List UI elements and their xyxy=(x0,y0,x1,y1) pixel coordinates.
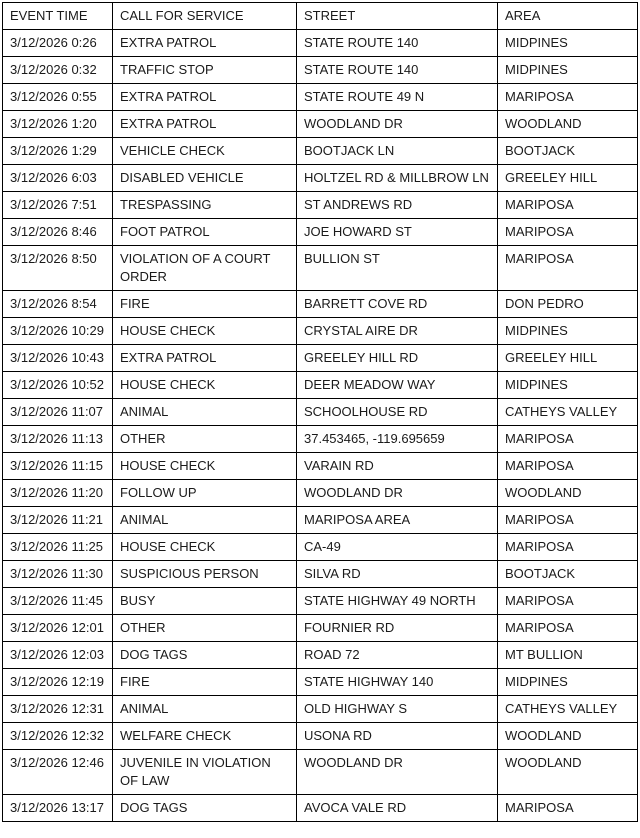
table-row xyxy=(3,192,638,219)
cell-area: MARIPOSA xyxy=(498,453,638,480)
cell-street: SCHOOLHOUSE RD xyxy=(297,399,498,426)
cell-event-time: 3/12/2026 10:29 xyxy=(3,318,113,345)
cell-call-for-service: VIOLATION OF A COURT ORDER xyxy=(113,246,297,291)
cell-area: MARIPOSA xyxy=(498,219,638,246)
cell-street: VARAIN RD xyxy=(297,453,498,480)
table-row xyxy=(3,561,638,588)
cell-street: BULLION ST xyxy=(297,246,498,291)
table-row xyxy=(3,219,638,246)
table-row xyxy=(3,345,638,372)
cell-area: WOODLAND xyxy=(498,111,638,138)
cell-event-time: 3/12/2026 12:01 xyxy=(3,615,113,642)
cell-call-for-service: FIRE xyxy=(113,291,297,318)
cell-area: GREELEY HILL xyxy=(498,165,638,192)
cell-area: MARIPOSA xyxy=(498,615,638,642)
cell-area: MARIPOSA xyxy=(498,246,638,291)
cell-call-for-service: SUSPICIOUS PERSON xyxy=(113,561,297,588)
table-row xyxy=(3,723,638,750)
table-row xyxy=(3,111,638,138)
cell-street: GREELEY HILL RD xyxy=(297,345,498,372)
cell-call-for-service: FOOT PATROL xyxy=(113,219,297,246)
cell-call-for-service: FIRE xyxy=(113,669,297,696)
cell-area: MARIPOSA xyxy=(498,84,638,111)
cell-event-time: 3/12/2026 13:17 xyxy=(3,795,113,822)
cell-event-time: 3/12/2026 12:32 xyxy=(3,723,113,750)
table-row xyxy=(3,372,638,399)
cell-call-for-service: FOLLOW UP xyxy=(113,480,297,507)
cell-street: BARRETT COVE RD xyxy=(297,291,498,318)
table-row xyxy=(3,507,638,534)
cell-event-time: 3/12/2026 11:45 xyxy=(3,588,113,615)
cell-area: MARIPOSA xyxy=(498,588,638,615)
cell-street: DEER MEADOW WAY xyxy=(297,372,498,399)
cell-call-for-service: OTHER xyxy=(113,615,297,642)
cell-call-for-service: EXTRA PATROL xyxy=(113,30,297,57)
cell-call-for-service: OTHER xyxy=(113,426,297,453)
cell-area: DON PEDRO xyxy=(498,291,638,318)
cell-street: JOE HOWARD ST xyxy=(297,219,498,246)
table-row xyxy=(3,246,638,291)
cell-street: STATE ROUTE 140 xyxy=(297,57,498,84)
table-row xyxy=(3,750,638,795)
cell-area: MIDPINES xyxy=(498,30,638,57)
event-log-table xyxy=(2,2,638,822)
table-row xyxy=(3,615,638,642)
cell-call-for-service: ANIMAL xyxy=(113,399,297,426)
cell-event-time: 3/12/2026 12:31 xyxy=(3,696,113,723)
column-header-call-for-service: CALL FOR SERVICE xyxy=(113,3,297,30)
cell-call-for-service: ANIMAL xyxy=(113,696,297,723)
cell-call-for-service: HOUSE CHECK xyxy=(113,318,297,345)
cell-area: CATHEYS VALLEY xyxy=(498,399,638,426)
table-row xyxy=(3,318,638,345)
cell-area: WOODLAND xyxy=(498,723,638,750)
cell-event-time: 3/12/2026 11:20 xyxy=(3,480,113,507)
cell-event-time: 3/12/2026 11:13 xyxy=(3,426,113,453)
cell-area: CATHEYS VALLEY xyxy=(498,696,638,723)
cell-call-for-service: EXTRA PATROL xyxy=(113,345,297,372)
cell-event-time: 3/12/2026 10:43 xyxy=(3,345,113,372)
cell-event-time: 3/12/2026 11:21 xyxy=(3,507,113,534)
cell-event-time: 3/12/2026 8:54 xyxy=(3,291,113,318)
cell-call-for-service: VEHICLE CHECK xyxy=(113,138,297,165)
cell-street: ST ANDREWS RD xyxy=(297,192,498,219)
cell-call-for-service: TRAFFIC STOP xyxy=(113,57,297,84)
cell-event-time: 3/12/2026 6:03 xyxy=(3,165,113,192)
cell-event-time: 3/12/2026 8:46 xyxy=(3,219,113,246)
column-header-event-time: EVENT TIME xyxy=(3,3,113,30)
cell-area: MIDPINES xyxy=(498,57,638,84)
table-row xyxy=(3,453,638,480)
cell-street: USONA RD xyxy=(297,723,498,750)
cell-call-for-service: ANIMAL xyxy=(113,507,297,534)
table-row xyxy=(3,480,638,507)
table-row xyxy=(3,138,638,165)
cell-area: WOODLAND xyxy=(498,750,638,795)
cell-area: BOOTJACK xyxy=(498,138,638,165)
cell-event-time: 3/12/2026 11:25 xyxy=(3,534,113,561)
cell-call-for-service: HOUSE CHECK xyxy=(113,372,297,399)
cell-call-for-service: DISABLED VEHICLE xyxy=(113,165,297,192)
cell-street: FOURNIER RD xyxy=(297,615,498,642)
table-row xyxy=(3,795,638,822)
cell-area: MIDPINES xyxy=(498,318,638,345)
cell-event-time: 3/12/2026 11:15 xyxy=(3,453,113,480)
table-body xyxy=(3,30,638,822)
cell-area: WOODLAND xyxy=(498,480,638,507)
cell-street: MARIPOSA AREA xyxy=(297,507,498,534)
cell-street: WOODLAND DR xyxy=(297,750,498,795)
cell-event-time: 3/12/2026 12:19 xyxy=(3,669,113,696)
cell-area: MT BULLION xyxy=(498,642,638,669)
cell-event-time: 3/12/2026 1:20 xyxy=(3,111,113,138)
cell-call-for-service: EXTRA PATROL xyxy=(113,111,297,138)
table-row xyxy=(3,84,638,111)
cell-street: AVOCA VALE RD xyxy=(297,795,498,822)
table-row xyxy=(3,642,638,669)
header-row xyxy=(3,3,638,30)
cell-area: MARIPOSA xyxy=(498,507,638,534)
cell-street: STATE ROUTE 49 N xyxy=(297,84,498,111)
cell-street: STATE HIGHWAY 49 NORTH xyxy=(297,588,498,615)
cell-street: WOODLAND DR xyxy=(297,111,498,138)
cell-street: STATE ROUTE 140 xyxy=(297,30,498,57)
cell-street: WOODLAND DR xyxy=(297,480,498,507)
cell-street: STATE HIGHWAY 140 xyxy=(297,669,498,696)
cell-street: CA-49 xyxy=(297,534,498,561)
cell-area: MARIPOSA xyxy=(498,795,638,822)
column-header-street: STREET xyxy=(297,3,498,30)
table-row xyxy=(3,669,638,696)
column-header-area: AREA xyxy=(498,3,638,30)
cell-event-time: 3/12/2026 1:29 xyxy=(3,138,113,165)
cell-call-for-service: HOUSE CHECK xyxy=(113,453,297,480)
cell-call-for-service: DOG TAGS xyxy=(113,795,297,822)
cell-area: MARIPOSA xyxy=(498,426,638,453)
cell-event-time: 3/12/2026 12:03 xyxy=(3,642,113,669)
table-row xyxy=(3,165,638,192)
cell-street: CRYSTAL AIRE DR xyxy=(297,318,498,345)
cell-call-for-service: WELFARE CHECK xyxy=(113,723,297,750)
cell-event-time: 3/12/2026 12:46 xyxy=(3,750,113,795)
table-row xyxy=(3,30,638,57)
cell-event-time: 3/12/2026 10:52 xyxy=(3,372,113,399)
cell-call-for-service: JUVENILE IN VIOLATION OF LAW xyxy=(113,750,297,795)
cell-call-for-service: BUSY xyxy=(113,588,297,615)
table-row xyxy=(3,57,638,84)
cell-area: MARIPOSA xyxy=(498,192,638,219)
table-row xyxy=(3,588,638,615)
cell-event-time: 3/12/2026 0:55 xyxy=(3,84,113,111)
table-row xyxy=(3,399,638,426)
cell-area: GREELEY HILL xyxy=(498,345,638,372)
cell-area: MIDPINES xyxy=(498,372,638,399)
cell-call-for-service: EXTRA PATROL xyxy=(113,84,297,111)
cell-street: 37.453465, -119.695659 xyxy=(297,426,498,453)
cell-street: HOLTZEL RD & MILLBROW LN xyxy=(297,165,498,192)
cell-area: MIDPINES xyxy=(498,669,638,696)
cell-area: BOOTJACK xyxy=(498,561,638,588)
cell-event-time: 3/12/2026 7:51 xyxy=(3,192,113,219)
cell-call-for-service: DOG TAGS xyxy=(113,642,297,669)
table-row xyxy=(3,291,638,318)
cell-event-time: 3/12/2026 8:50 xyxy=(3,246,113,291)
cell-event-time: 3/12/2026 0:32 xyxy=(3,57,113,84)
cell-street: SILVA RD xyxy=(297,561,498,588)
cell-event-time: 3/12/2026 11:30 xyxy=(3,561,113,588)
cell-event-time: 3/12/2026 11:07 xyxy=(3,399,113,426)
table-row xyxy=(3,696,638,723)
cell-area: MARIPOSA xyxy=(498,534,638,561)
cell-call-for-service: TRESPASSING xyxy=(113,192,297,219)
cell-street: OLD HIGHWAY S xyxy=(297,696,498,723)
cell-event-time: 3/12/2026 0:26 xyxy=(3,30,113,57)
cell-street: BOOTJACK LN xyxy=(297,138,498,165)
cell-street: ROAD 72 xyxy=(297,642,498,669)
table-row xyxy=(3,534,638,561)
cell-call-for-service: HOUSE CHECK xyxy=(113,534,297,561)
table-row xyxy=(3,426,638,453)
